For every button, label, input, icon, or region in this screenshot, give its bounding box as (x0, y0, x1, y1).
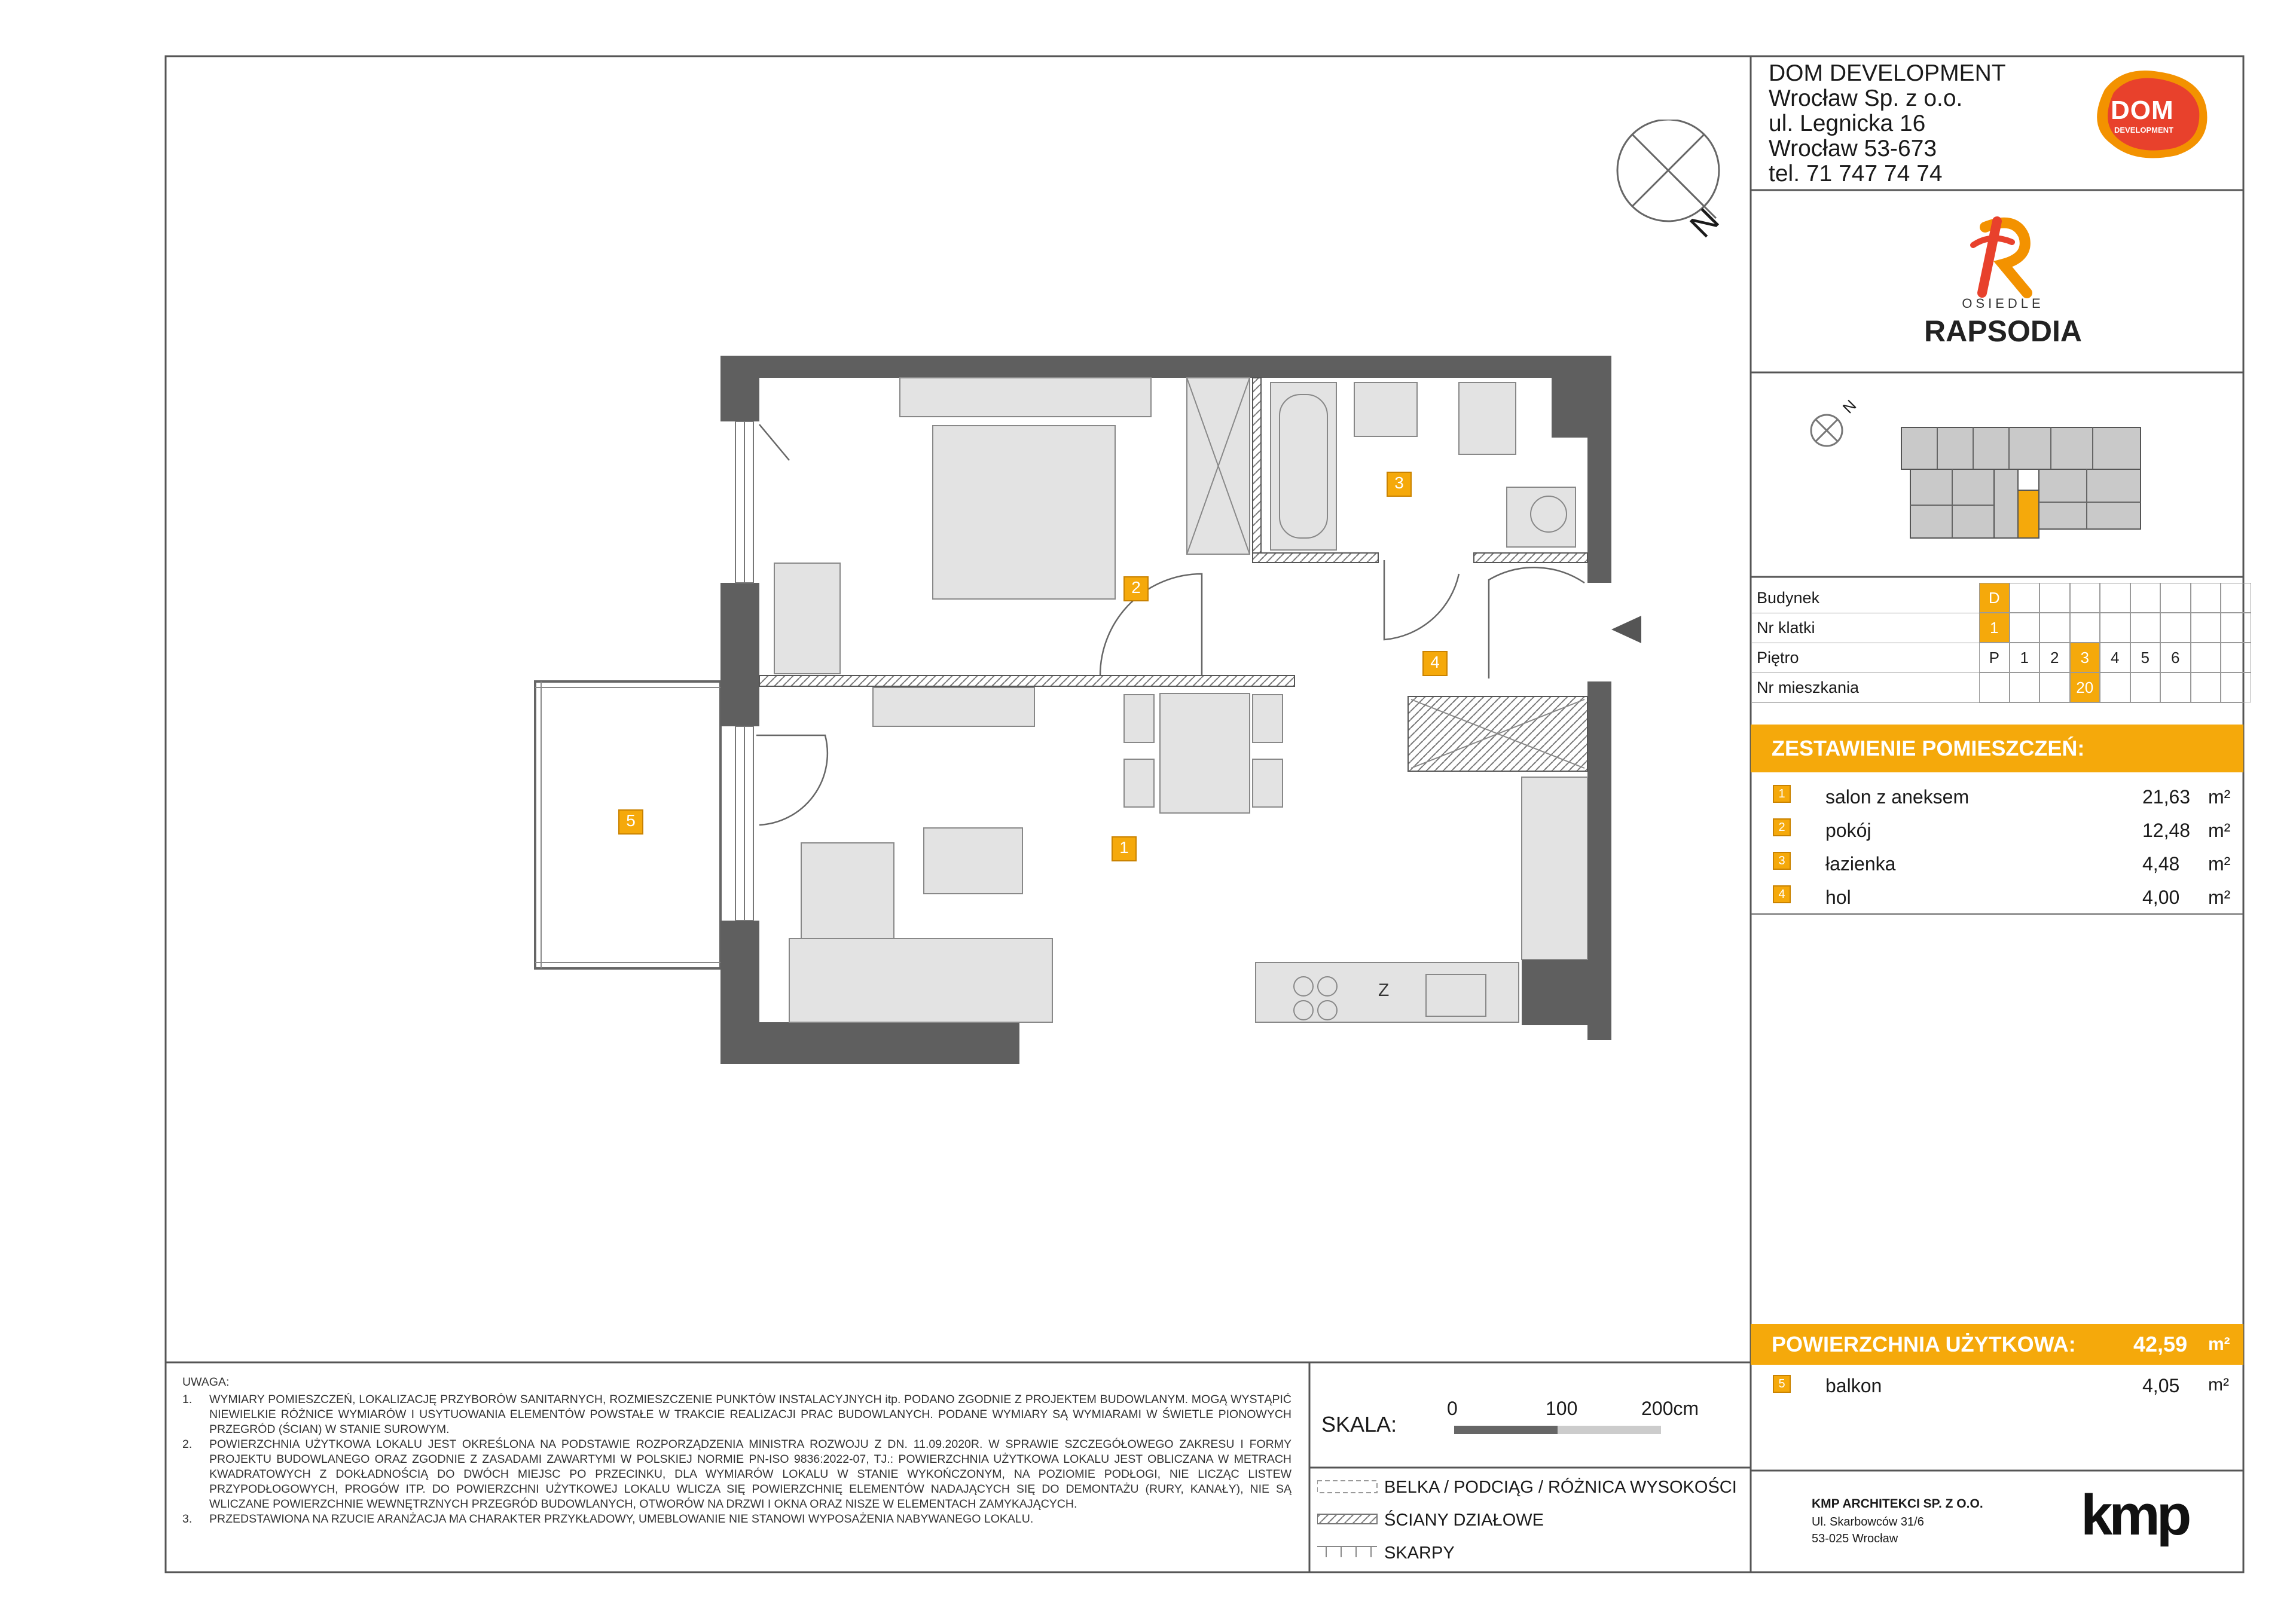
legend (1312, 1474, 1749, 1569)
info-grid-cell (2100, 583, 2130, 613)
balcony-number: 5 (1773, 1375, 1791, 1393)
architect-name: KMP ARCHITEKCI SP. Z O.O. (1812, 1497, 1983, 1511)
info-grid-cell: 6 (2160, 643, 2191, 673)
scale-bar-light (1558, 1426, 1661, 1434)
note-text: POWIERZCHNIA UŻYTKOWA LOKALU JEST OKREŚLONA NA PODSTAWIE ROZPORZĄDZENIA MINISTRA ROZWOJU Z DN. 11.09.2020R. W SPRAWIE SZCZEGÓŁOWEGO ZAKRESU I FORMY PROJEKTU BUDOWLANEGO ORAZ ZGODNIE Z ZASADAMI ZAWARTYMI W POLSKIEJ NORMIE PN-ISO 9836:2022-07, TJ.: POWIERZCHNIA UŻYTKOWA LOKALU JEST OBLICZANA W METRACH KWADRATOWYCH Z DOKŁADNOŚCIĄ DO DWÓCH MIEJSC PO PRZECINKU, DLA WYMIARÓW LOKALU W STANIE WYKOŃCZONYM, NA POZIOMIE PODŁOGI, NIE LICZĄC LISTEW PRZYPODŁOGOWYCH, PROGÓW ITP. DO POWIERZCHNI UŻYTKOWEJ LOKALU WLICZA SIĘ POWIERZCHNIĘ ELEMENTÓW NADAJĄCYCH SIĘ DO DEMONTAŻU (RURY, KANAŁY), NIE SĄ WLICZANE POWIERZCHNIE WEWNĘTRZNYCH PRZEGRÓD BUDOWLANYCH, OTWORÓW NA DRZWI I OKNA ORAZ NISZE W ELEMENTACH ZAMYKAJĄCYCH. (209, 1438, 1292, 1511)
room-number: 3 (1773, 852, 1791, 870)
rapsodia-logo (1913, 209, 2093, 353)
company-city: Wrocław 53-673 (1769, 136, 1937, 161)
info-grid-cell (2160, 673, 2191, 702)
room-number: 2 (1773, 818, 1791, 836)
usable-area-unit: m² (2208, 1334, 2230, 1354)
room-3-label: 3 (1394, 473, 1404, 492)
note-item (182, 1437, 1292, 1512)
room-number: 4 (1773, 885, 1791, 903)
note-number: 1. (182, 1393, 193, 1406)
room-row (1751, 813, 2243, 846)
scale-bar-dark (1454, 1426, 1558, 1434)
balcony-row (1751, 1369, 2243, 1402)
info-grid-cell: D (1979, 583, 2010, 613)
usable-area-value: 42,59 (2133, 1332, 2188, 1356)
room-row (1751, 780, 2243, 813)
key-plan-north-label: N (1839, 396, 1860, 417)
info-grid-divider (1752, 702, 2243, 703)
info-grid-cell (2039, 583, 2070, 613)
room-area: 12,48 (2142, 820, 2191, 841)
info-grid-cell (1979, 673, 2010, 702)
room-area-unit: m² (2208, 820, 2231, 841)
dom-logo-text: DOM (2111, 96, 2174, 125)
room-row (1751, 846, 2243, 880)
info-grid-cell (2100, 613, 2130, 643)
key-plan (1800, 398, 2218, 565)
project-name: RAPSODIA (1924, 314, 2082, 348)
info-grid-cell: 4 (2100, 643, 2130, 673)
info-grid-cell (2191, 643, 2221, 673)
company-phone: tel. 71 747 74 74 (1769, 161, 1943, 187)
info-grid-cell (2130, 673, 2161, 702)
usable-area-row (1751, 1324, 2243, 1365)
note-item (182, 1512, 1292, 1527)
info-grid-cell (2191, 673, 2221, 702)
legend-symbols (1317, 1480, 1383, 1569)
info-grid-cell (2039, 673, 2070, 702)
info-grid-label: Nr mieszkania (1757, 678, 1860, 696)
compass-north-label: N (1682, 200, 1726, 245)
info-grid-cell: 3 (2070, 643, 2100, 673)
legend-slopes: SKARPY (1384, 1543, 1455, 1563)
room-number: 1 (1773, 785, 1791, 803)
info-grid-cell (2191, 613, 2221, 643)
info-grid-label: Nr klatki (1757, 619, 1815, 637)
info-grid-cell: 2 (2039, 643, 2070, 673)
legend-beam: BELKA / PODCIĄG / RÓŻNICA WYSOKOŚCI (1384, 1478, 1737, 1497)
room-area-unit: m² (2208, 887, 2231, 908)
architect-city: 53-025 Wrocław (1812, 1532, 1898, 1545)
room-name: salon z aneksem (1825, 786, 1970, 808)
info-grid-cell (2070, 613, 2100, 643)
info-grid-cell (2130, 583, 2161, 613)
room-row (1751, 880, 2243, 915)
architect-block (1812, 1494, 2111, 1547)
info-grid-cell (2221, 673, 2251, 702)
company-legal-name: Wrocław Sp. z o.o. (1769, 85, 1963, 111)
rooms-header (1751, 725, 2243, 772)
rapsodia-r-mark (1913, 209, 2093, 305)
info-grid-cell (2010, 583, 2040, 613)
scale-label: SKALA: (1321, 1412, 1397, 1436)
info-grid-cell (2160, 613, 2191, 643)
info-grid-label: Budynek (1757, 589, 1820, 607)
info-grid-cell (2010, 613, 2040, 643)
info-grid-cell (2160, 583, 2191, 613)
legend-partition-walls: ŚCIANY DZIAŁOWE (1384, 1511, 1544, 1530)
fridge-label: Z (1378, 980, 1390, 1000)
balcony-area: 4,05 (2142, 1375, 2180, 1396)
project-subtitle: OSIEDLE (1962, 296, 2044, 311)
company-street: ul. Legnicka 16 (1769, 111, 1926, 136)
rooms-header-text: ZESTAWIENIE POMIESZCZEŃ: (1772, 736, 2085, 760)
scale-tick-0: 0 (1447, 1398, 1458, 1419)
note-number: 3. (182, 1512, 193, 1526)
room-area-unit: m² (2208, 786, 2231, 808)
info-grid-cell: P (1979, 643, 2010, 673)
usable-area-label: POWIERZCHNIA UŻYTKOWA: (1772, 1332, 2076, 1356)
scale-tick-100: 100 (1546, 1398, 1578, 1419)
architect-address: Ul. Skarbowców 31/6 (1812, 1515, 1924, 1529)
kmp-logo: kmp (2081, 1483, 2188, 1547)
dom-development-logo (2087, 66, 2212, 161)
info-grid-cell (2070, 583, 2100, 613)
room-area: 21,63 (2142, 786, 2191, 808)
info-grid-cell (2010, 673, 2040, 702)
note-text: PRZEDSTAWIONA NA RZUCIE ARANŻACJA MA CHARAKTER PRZYKŁADOWY, UMEBLOWANIE NIE STANOWI WYPOSAŻENIA NABYWANEGO LOKALU. (209, 1512, 1034, 1526)
info-grid-cell: 1 (1979, 613, 2010, 643)
dom-logo-subtext: DEVELOPMENT (2114, 126, 2173, 135)
info-grid-cell (2221, 583, 2251, 613)
info-grid-cell: 20 (2070, 673, 2100, 702)
info-grid-cell (2221, 643, 2251, 673)
info-grid-cell (2191, 583, 2221, 613)
apartment-info-grid (1752, 583, 2243, 708)
room-5-label: 5 (626, 811, 636, 830)
room-4-label: 4 (1430, 653, 1440, 671)
company-name: DOM DEVELOPMENT (1769, 60, 2006, 86)
room-1-label: 1 (1119, 838, 1129, 857)
room-area: 4,00 (2142, 887, 2180, 908)
info-grid-cell: 5 (2130, 643, 2161, 673)
balcony-unit: m² (2208, 1375, 2229, 1395)
room-name: hol (1825, 887, 1851, 908)
room-name: łazienka (1825, 853, 1896, 875)
room-area-unit: m² (2208, 853, 2231, 875)
scale-bar (1321, 1393, 1740, 1459)
note-item (182, 1392, 1292, 1437)
note-number: 2. (182, 1438, 193, 1451)
info-grid-cell (2039, 613, 2070, 643)
balcony-name: balkon (1825, 1375, 1882, 1396)
room-area: 4,48 (2142, 853, 2180, 875)
notes-title: UWAGA: (182, 1376, 230, 1389)
room-2-label: 2 (1131, 578, 1141, 597)
info-grid-cell (2130, 613, 2161, 643)
notes-section (182, 1375, 1292, 1527)
info-grid-cell: 1 (2010, 643, 2040, 673)
company-address (1769, 61, 2006, 187)
scale-tick-200: 200cm (1641, 1398, 1699, 1419)
room-name: pokój (1825, 820, 1871, 841)
info-grid-label: Piętro (1757, 649, 1799, 667)
info-grid-cell (2221, 613, 2251, 643)
notes-list (182, 1392, 1292, 1527)
entrance-arrow-icon (1611, 616, 1641, 643)
info-grid-cell (2100, 673, 2130, 702)
note-text: WYMIARY POMIESZCZEŃ, LOKALIZACJĘ PRZYBORÓW SANITARNYCH, ROZMIESZCZENIE PUNKTÓW INSTALACYJNYCH itp. PODANO ZGODNIE Z PROJEKTEM BUDOWLANYM. MOGĄ WYSTĄPIĆ NIEWIELKIE RÓŻNICE WYMIARÓW I USYTUOWANIA ELEMENTÓW POWSTAŁE W TRAKCIE REALIZACJI PRAC BUDOWLANYCH. PODANE WYMIARY SĄ WYMIARAMI W ŚWIETLE PIONOWYCH PRZEGRÓD (ŚCIAN) W STANIE SUROWYM. (209, 1393, 1292, 1436)
